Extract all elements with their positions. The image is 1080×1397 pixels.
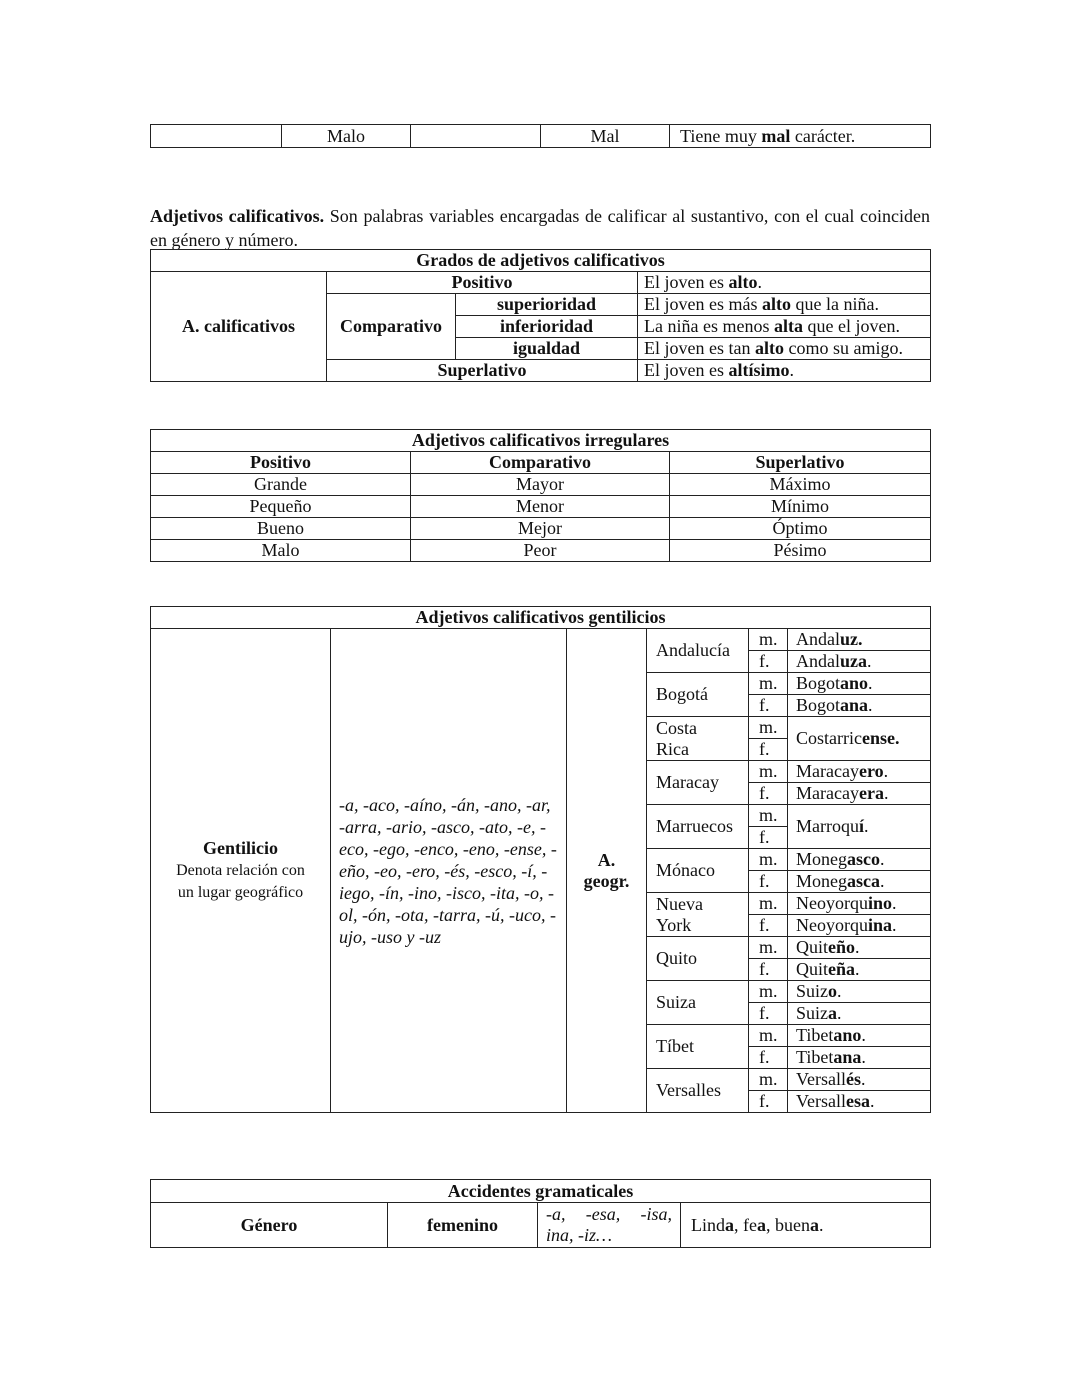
stem: Quit (796, 937, 829, 957)
demonym (788, 1047, 931, 1069)
stem: Moneg (796, 871, 847, 891)
table-cell: Pequeño (151, 496, 411, 518)
gender-marker: f. (749, 739, 788, 761)
category-cell: A. calificativos (151, 272, 327, 382)
punct: . (868, 695, 873, 715)
text: carácter. (790, 125, 856, 146)
ending: ana (840, 695, 869, 715)
table-cell (151, 125, 282, 148)
ending: a (828, 1003, 838, 1023)
gentilicios-table (150, 606, 931, 1113)
gender-marker: m. (749, 717, 788, 739)
ending: í (858, 816, 864, 836)
ending: ina (867, 915, 892, 935)
gender-marker: m. (749, 805, 788, 827)
demonym (788, 629, 931, 651)
gender-marker: m. (749, 893, 788, 915)
subcategory-cell: femenino (388, 1203, 538, 1248)
example-cell (638, 338, 931, 360)
table-cell: Mayor (411, 474, 670, 496)
emphasis: alto (728, 272, 758, 292)
stem: Maracay (796, 761, 859, 781)
ending: eño (828, 937, 856, 957)
table-header-row (151, 1180, 931, 1203)
table-row (151, 1203, 931, 1248)
ending: asco (847, 849, 880, 869)
text: . (789, 360, 794, 380)
emphasis: alto (761, 294, 791, 314)
ending: era (858, 783, 884, 803)
gender-marker: f. (749, 915, 788, 937)
table-title: Grados de adjetivos calificativos (151, 250, 931, 272)
example-cell (638, 316, 931, 338)
gender-marker: m. (749, 849, 788, 871)
text: York (656, 914, 692, 935)
label: Gentilicio (203, 838, 278, 858)
gender-marker: f. (749, 959, 788, 981)
text: El joven es más (644, 294, 762, 314)
emphasis: altísimo (728, 360, 790, 380)
definition-text: Son palabras variables encargadas de calificar al sustantivo, con el cual coinciden en género y número. (150, 206, 930, 250)
text: A. (597, 849, 616, 870)
subgrade-label: igualdad (456, 338, 638, 360)
text: El joven es tan (644, 338, 755, 358)
demonym (788, 651, 931, 673)
punct: . (855, 959, 860, 979)
stem: Neoyorqu (796, 893, 868, 913)
example-cell (638, 294, 931, 316)
place-name: Versalles (647, 1069, 749, 1113)
text: Costa (656, 717, 698, 738)
punct: . (883, 783, 889, 803)
example-cell (638, 360, 931, 382)
punct: . (883, 761, 889, 781)
grade-label: Positivo (327, 272, 638, 294)
demonym (788, 937, 931, 959)
emphasis: a (756, 1214, 766, 1235)
gender-marker: m. (749, 937, 788, 959)
column-header: Comparativo (411, 452, 670, 474)
punct: . (869, 1091, 875, 1111)
abbreviation (567, 629, 647, 1113)
example-cell (681, 1203, 931, 1248)
stem: Versall (796, 1069, 846, 1089)
ending: ana (833, 1047, 862, 1067)
demonym (788, 871, 931, 893)
stem: Marroqu (796, 816, 859, 836)
punct: . (880, 871, 885, 891)
gender-marker: f. (749, 1003, 788, 1025)
punct: . (861, 1047, 866, 1067)
demonym (788, 717, 931, 761)
gender-marker: m. (749, 761, 788, 783)
gender-marker: f. (749, 1091, 788, 1113)
text: como su amigo. (783, 338, 903, 358)
place-name (647, 717, 749, 761)
example-cell (638, 272, 931, 294)
punct: . (860, 1069, 866, 1089)
table-cell: Malo (282, 125, 411, 148)
text: que la niña. (790, 294, 879, 314)
gentilicio-definition (151, 629, 331, 1113)
table-cell: Menor (411, 496, 670, 518)
text: El joven es (644, 272, 729, 292)
emphasis: alto (754, 338, 784, 358)
text: , fe (734, 1214, 757, 1235)
stem: Costarric (796, 728, 862, 748)
table-cell: Mejor (411, 518, 670, 540)
emphasis: alta (773, 316, 803, 336)
ending: ense. (861, 728, 900, 748)
demonym (788, 893, 931, 915)
table-title: Adjetivos calificativos irregulares (151, 430, 931, 452)
stem: Quit (796, 959, 829, 979)
place-name (647, 893, 749, 937)
demonym (788, 959, 931, 981)
ending: esa (845, 1091, 870, 1111)
demonym (788, 805, 931, 849)
stem: Moneg (796, 849, 847, 869)
emphasis: a (725, 1214, 734, 1235)
punct: . (892, 915, 897, 935)
demonym (788, 981, 931, 1003)
punct: . (880, 849, 885, 869)
table-row (151, 125, 931, 148)
text: La niña es menos (644, 316, 774, 336)
irregular-adverbs-table-fragment (150, 124, 931, 148)
table-row (151, 496, 931, 518)
grade-label: Superlativo (327, 360, 638, 382)
grados-table (150, 249, 931, 382)
table-cell: Pésimo (670, 540, 931, 562)
gender-marker: f. (749, 651, 788, 673)
punct: . (864, 816, 869, 836)
stem: Versall (796, 1091, 846, 1111)
table-row (151, 629, 931, 651)
text: Rica (656, 738, 689, 759)
stem: Andal (796, 651, 840, 671)
stem: Maracay (796, 783, 859, 803)
punct: . (861, 1025, 866, 1045)
ending: ino (867, 893, 892, 913)
gender-marker: m. (749, 1069, 788, 1091)
text: . (757, 272, 762, 292)
accidentes-table (150, 1179, 931, 1248)
gender-marker: m. (749, 673, 788, 695)
text: Nueva (656, 893, 703, 914)
table-cell (411, 125, 541, 148)
gender-marker: f. (749, 871, 788, 893)
ending: és (845, 1069, 861, 1089)
table-cell: Mal (541, 125, 670, 148)
place-name: Bogotá (647, 673, 749, 717)
suffix-list: -a, -aco, -aíno, -án, -ano, -ar, -arra, -ario, -asco, -ato, -e, -eco, -ego, -enco, -eno, -ense, -eño, -eo, -ero, -és, -esco, -í, -iego, -ín, -ino, -isco, -ita, -o, -ol, -ón, -ota, -tarra, -ú, -uco, -ujo, -uso y -uz (331, 629, 567, 1113)
stem: Bogot (796, 673, 841, 693)
table-cell: Bueno (151, 518, 411, 540)
gender-marker: f. (749, 695, 788, 717)
stem: Suiz (796, 981, 829, 1001)
ending: ero (858, 761, 884, 781)
place-name: Quito (647, 937, 749, 981)
category-cell: Género (151, 1203, 388, 1248)
demonym (788, 695, 931, 717)
demonym (788, 849, 931, 871)
text: que el joven. (802, 316, 900, 336)
place-name: Marruecos (647, 805, 749, 849)
gender-marker: f. (749, 827, 788, 849)
place-name: Mónaco (647, 849, 749, 893)
ending: o (828, 981, 838, 1001)
text: Tiene muy (680, 125, 762, 146)
gender-marker: f. (749, 1047, 788, 1069)
table-row (151, 272, 931, 294)
demonym (788, 783, 931, 805)
gender-marker: m. (749, 1025, 788, 1047)
term: Adjetivos calificativos. (150, 206, 325, 226)
column-headers (151, 452, 931, 474)
demonym (788, 761, 931, 783)
stem: Neoyorqu (796, 915, 868, 935)
suffix-cell: -a, -esa, -isa, ina, -iz… (538, 1203, 681, 1248)
subgrade-label: superioridad (456, 294, 638, 316)
grade-label: Comparativo (327, 294, 456, 360)
emphasis: a (809, 1214, 819, 1235)
column-header: Positivo (151, 452, 411, 474)
text: geogr. (583, 870, 630, 891)
ending: uz. (840, 629, 863, 649)
demonym (788, 1091, 931, 1113)
example-cell (670, 125, 931, 148)
table-cell: Máximo (670, 474, 931, 496)
place-name: Andalucía (647, 629, 749, 673)
ending: asca (847, 871, 880, 891)
punct: . (867, 651, 872, 671)
stem: Andal (796, 629, 840, 649)
table-cell: Óptimo (670, 518, 931, 540)
punct: . (837, 1003, 842, 1023)
text: , buen (765, 1214, 810, 1235)
table-row (151, 540, 931, 562)
table-header-row (151, 250, 931, 272)
table-header-row (151, 430, 931, 452)
definition-paragraph (150, 204, 930, 252)
table-cell: Malo (151, 540, 411, 562)
punct: . (892, 893, 897, 913)
description: un lugar geográfico (177, 884, 304, 901)
demonym (788, 1025, 931, 1047)
ending: ano (840, 673, 869, 693)
demonym (788, 915, 931, 937)
table-row (151, 474, 931, 496)
table-title: Adjetivos calificativos gentilicios (151, 607, 931, 629)
text: Lind (691, 1214, 725, 1235)
place-name: Maracay (647, 761, 749, 805)
table-title: Accidentes gramaticales (151, 1180, 931, 1203)
stem: Bogot (796, 695, 841, 715)
punct: . (855, 937, 860, 957)
gender-marker: m. (749, 981, 788, 1003)
demonym (788, 673, 931, 695)
table-cell: Grande (151, 474, 411, 496)
table-cell: Mínimo (670, 496, 931, 518)
gender-marker: m. (749, 629, 788, 651)
table-row (151, 518, 931, 540)
ending: eña (828, 959, 856, 979)
stem: Tibet (796, 1025, 834, 1045)
stem: Tibet (796, 1047, 834, 1067)
table-cell: Peor (411, 540, 670, 562)
stem: Suiz (796, 1003, 829, 1023)
punct: . (868, 673, 873, 693)
gender-marker: f. (749, 783, 788, 805)
table-header-row (151, 607, 931, 629)
demonym (788, 1069, 931, 1091)
irregulares-table (150, 429, 931, 562)
column-header: Superlativo (670, 452, 931, 474)
text: El joven es (644, 360, 729, 380)
punct: . (837, 981, 842, 1001)
place-name: Tíbet (647, 1025, 749, 1069)
text: . (818, 1214, 824, 1235)
place-name: Suiza (647, 981, 749, 1025)
emphasis: mal (761, 125, 791, 146)
ending: ano (833, 1025, 862, 1045)
description: Denota relación con (176, 862, 305, 879)
ending: uza (840, 651, 867, 671)
demonym (788, 1003, 931, 1025)
subgrade-label: inferioridad (456, 316, 638, 338)
